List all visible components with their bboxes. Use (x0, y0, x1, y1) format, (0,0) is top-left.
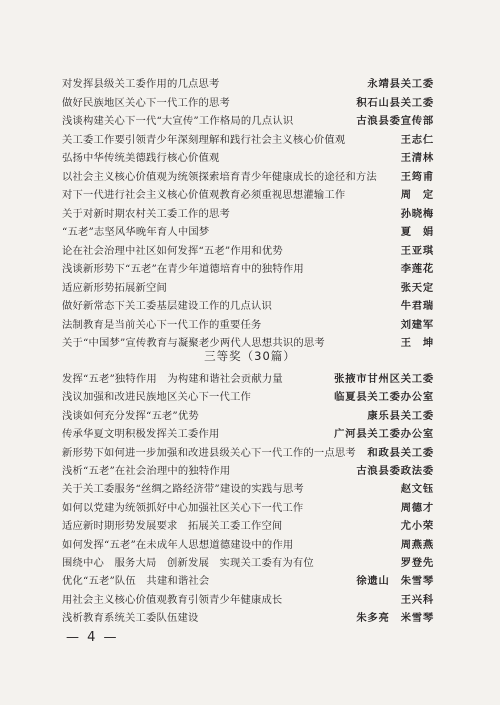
article-title: 如何以党建为统领抓好中心加强社区关心下一代工作 (62, 501, 304, 514)
list-item (62, 373, 434, 391)
list-item (62, 282, 434, 301)
article-author: 王亚琪 (400, 244, 434, 257)
article-title: 新形势下如何进一步加强和改进县级关心下一代工作的一点思考 (62, 446, 356, 459)
list-item (62, 189, 434, 208)
article-author: 和政县关工委 (367, 446, 434, 459)
article-author: 周燕燕 (400, 538, 434, 551)
list-item (62, 594, 434, 612)
article-author: 孙晓梅 (400, 207, 434, 220)
article-title: 传承华夏文明积极发挥关工委作用 (62, 428, 220, 441)
article-title: 围绕中心 服务大局 创新发展 实现关工委有为有位 (62, 556, 314, 569)
list-item (62, 97, 434, 116)
list-item (62, 520, 434, 538)
list-item (62, 557, 434, 575)
article-author: 牛君瑞 (400, 300, 434, 312)
article-author: 朱多亮 米雪琴 (356, 612, 434, 625)
article-title: 发挥“五老”独特作用 为构建和谐社会贡献力量 (62, 373, 283, 385)
article-author: 夏 娟 (400, 226, 434, 238)
article-author: 古浪县委宣传部 (356, 115, 434, 127)
article-author: 王清林 (400, 152, 434, 164)
article-title: 浅议加强和改进民族地区关心下一代工作 (62, 391, 251, 404)
article-title: “五老”志坚风华晚年育人中国梦 (62, 226, 210, 238)
article-title: 法制教育是当前关心下一代工作的重要任务 (62, 318, 262, 331)
article-title: 如何发挥“五老”在未成年人思想道德建设中的作用 (62, 538, 294, 551)
article-title: 论在社会治理中社区如何发挥“五老”作用和优势 (62, 244, 283, 257)
list-item (62, 428, 434, 446)
article-author: 古浪县委政法委 (356, 464, 434, 477)
list-item (62, 152, 434, 171)
article-author: 王 坤 (400, 337, 434, 349)
article-author: 张天定 (400, 281, 434, 294)
article-author: 康乐县关工委 (367, 409, 434, 422)
article-title: 关于对新时期农村关工委工作的思考 (62, 207, 230, 220)
list-item (62, 575, 434, 593)
article-title: 做好新常态下关工委基层建设工作的几点认识 (62, 300, 272, 312)
list-item (62, 263, 434, 282)
list-item (62, 171, 434, 190)
article-title: 弘扬中华传统美德践行核心价值观 (62, 152, 220, 164)
list-item (62, 465, 434, 483)
article-title: 优化“五老”队伍 共建和谐社会 (62, 575, 210, 588)
section-heading-third-prize: 三等奖（30篇） (204, 349, 296, 363)
article-author: 李莲花 (400, 263, 434, 275)
article-author: 积石山县关工委 (356, 96, 434, 109)
article-author: 永靖县关工委 (367, 78, 434, 90)
article-author: 张掖市甘州区关工委 (334, 373, 434, 385)
award-list-second-prize (62, 78, 434, 356)
article-author: 王筠甫 (400, 170, 434, 183)
article-title: 关于关工委服务“丝绸之路经济带”建设的实践与思考 (62, 483, 304, 496)
list-item (62, 612, 434, 630)
list-item (62, 208, 434, 227)
article-title: 适应新时期形势发展要求 拓展关工委工作空间 (62, 520, 283, 533)
article-title: 用社会主义核心价值观教育引领青少年健康成长 (62, 593, 283, 606)
list-item (62, 300, 434, 319)
list-item (62, 539, 434, 557)
article-author: 罗登先 (400, 556, 434, 569)
list-item (62, 483, 434, 501)
list-item (62, 226, 434, 245)
list-item (62, 245, 434, 264)
article-title: 浅析教育系统关工委队伍建设 (62, 612, 199, 625)
article-author: 赵文钰 (400, 483, 434, 496)
list-item (62, 319, 434, 338)
article-author: 临夏县关工委办公室 (334, 391, 434, 404)
list-item (62, 115, 434, 134)
page-number: — 4 — (66, 630, 119, 645)
article-title: 对下一代进行社会主义核心价值观教育必须重视思想灌输工作 (62, 189, 346, 201)
article-author: 王志仁 (400, 133, 434, 146)
list-item (62, 502, 434, 520)
list-item (62, 410, 434, 428)
list-item (62, 391, 434, 409)
article-title: 浅谈构建关心下一代“大宣传”工作格局的几点认识 (62, 115, 294, 127)
article-author: 周德才 (400, 501, 434, 514)
article-author: 广河县关工委办公室 (334, 428, 434, 441)
article-title: 做好民族地区关心下一代工作的思考 (62, 96, 230, 109)
article-title: 关工委工作要引领青少年深刻理解和践行社会主义核心价值观 (62, 133, 346, 146)
article-title: 以社会主义核心价值观为统领探索培育青少年健康成长的途径和方法 (62, 170, 377, 183)
article-author: 王兴科 (400, 593, 434, 606)
article-author: 周 定 (400, 189, 434, 201)
article-title: 对发挥县级关工委作用的几点思考 (62, 78, 220, 90)
article-author: 徐遗山 朱雪琴 (356, 575, 434, 588)
article-title: 浅谈如何充分发挥“五老”优势 (62, 409, 199, 422)
article-title: 关于“中国梦”宣传教育与凝聚老少两代人思想共识的思考 (62, 337, 325, 349)
list-item (62, 134, 434, 153)
award-list-third-prize (62, 373, 434, 630)
article-title: 浅谈新形势下“五老”在青少年道德培育中的独特作用 (62, 263, 304, 275)
list-item (62, 447, 434, 465)
article-author: 刘建军 (400, 318, 434, 331)
article-title: 适应新形势拓展新空间 (62, 281, 167, 294)
list-item (62, 78, 434, 97)
article-title: 浅析“五老”在社会治理中的独特作用 (62, 464, 231, 477)
article-author: 尤小荣 (400, 520, 434, 533)
